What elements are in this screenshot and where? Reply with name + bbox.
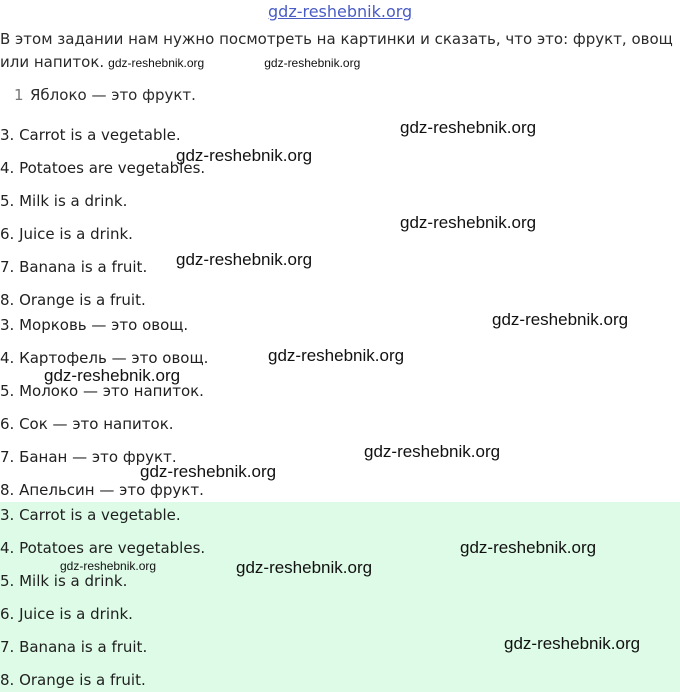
english-line: 5. Milk is a drink. (0, 192, 128, 210)
russian-line: 3. Морковь — это овощ. (0, 316, 189, 334)
highlighted-line: 7. Banana is a fruit. (0, 638, 148, 656)
watermark: gdz-reshebnik.org (44, 366, 181, 385)
watermark: gdz-reshebnik.org (268, 346, 405, 365)
intro-sentence: В этом задании нам нужно посмотреть на картинки и сказать, что это: фрукт, овощ или напиток. (0, 30, 673, 71)
watermark: gdz-reshebnik.org (460, 538, 597, 557)
english-line: 6. Juice is a drink. (0, 225, 133, 243)
highlighted-line: 3. Carrot is a vegetable. (0, 506, 181, 524)
english-line: 8. Orange is a fruit. (0, 291, 146, 309)
answer-line (0, 86, 196, 104)
russian-line: 5. Молоко — это напиток. (0, 382, 204, 400)
intro-text (0, 28, 676, 75)
watermark: gdz-reshebnik.org (176, 250, 313, 269)
russian-line: 4. Картофель — это овощ. (0, 349, 209, 367)
russian-line: 6. Сок — это напиток. (0, 415, 174, 433)
english-line: 4. Potatoes are vegetables. (0, 159, 206, 177)
site-title-link[interactable]: gdz-reshebnik.org (268, 2, 413, 21)
watermark: gdz-reshebnik.org (176, 146, 313, 165)
answer-text: Яблоко — это фрукт. (30, 86, 196, 104)
russian-line: 8. Апельсин — это фрукт. (0, 481, 204, 499)
highlighted-line: 5. Milk is a drink. (0, 572, 128, 590)
watermark: gdz-reshebnik.org (140, 462, 277, 481)
watermark: gdz-reshebnik.org (492, 310, 629, 329)
watermark-inline-a: gdz-reshebnik.org (108, 56, 205, 70)
highlighted-line: 6. Juice is a drink. (0, 605, 133, 623)
highlighted-answer-block (0, 502, 680, 692)
watermark-small: gdz-reshebnik.org (60, 559, 157, 573)
english-line: 3. Carrot is a vegetable. (0, 126, 181, 144)
russian-line: 7. Банан — это фрукт. (0, 448, 177, 466)
answer-number: 1 (14, 86, 24, 104)
highlighted-line: 8. Orange is a fruit. (0, 671, 146, 689)
highlighted-line: 4. Potatoes are vegetables. (0, 539, 206, 557)
watermark-inline-b: gdz-reshebnik.org (264, 56, 361, 70)
watermark: gdz-reshebnik.org (400, 118, 537, 137)
watermark: gdz-reshebnik.org (400, 213, 537, 232)
watermark: gdz-reshebnik.org (504, 634, 641, 653)
english-line: 7. Banana is a fruit. (0, 258, 148, 276)
watermark: gdz-reshebnik.org (364, 442, 501, 461)
watermark: gdz-reshebnik.org (236, 558, 373, 577)
